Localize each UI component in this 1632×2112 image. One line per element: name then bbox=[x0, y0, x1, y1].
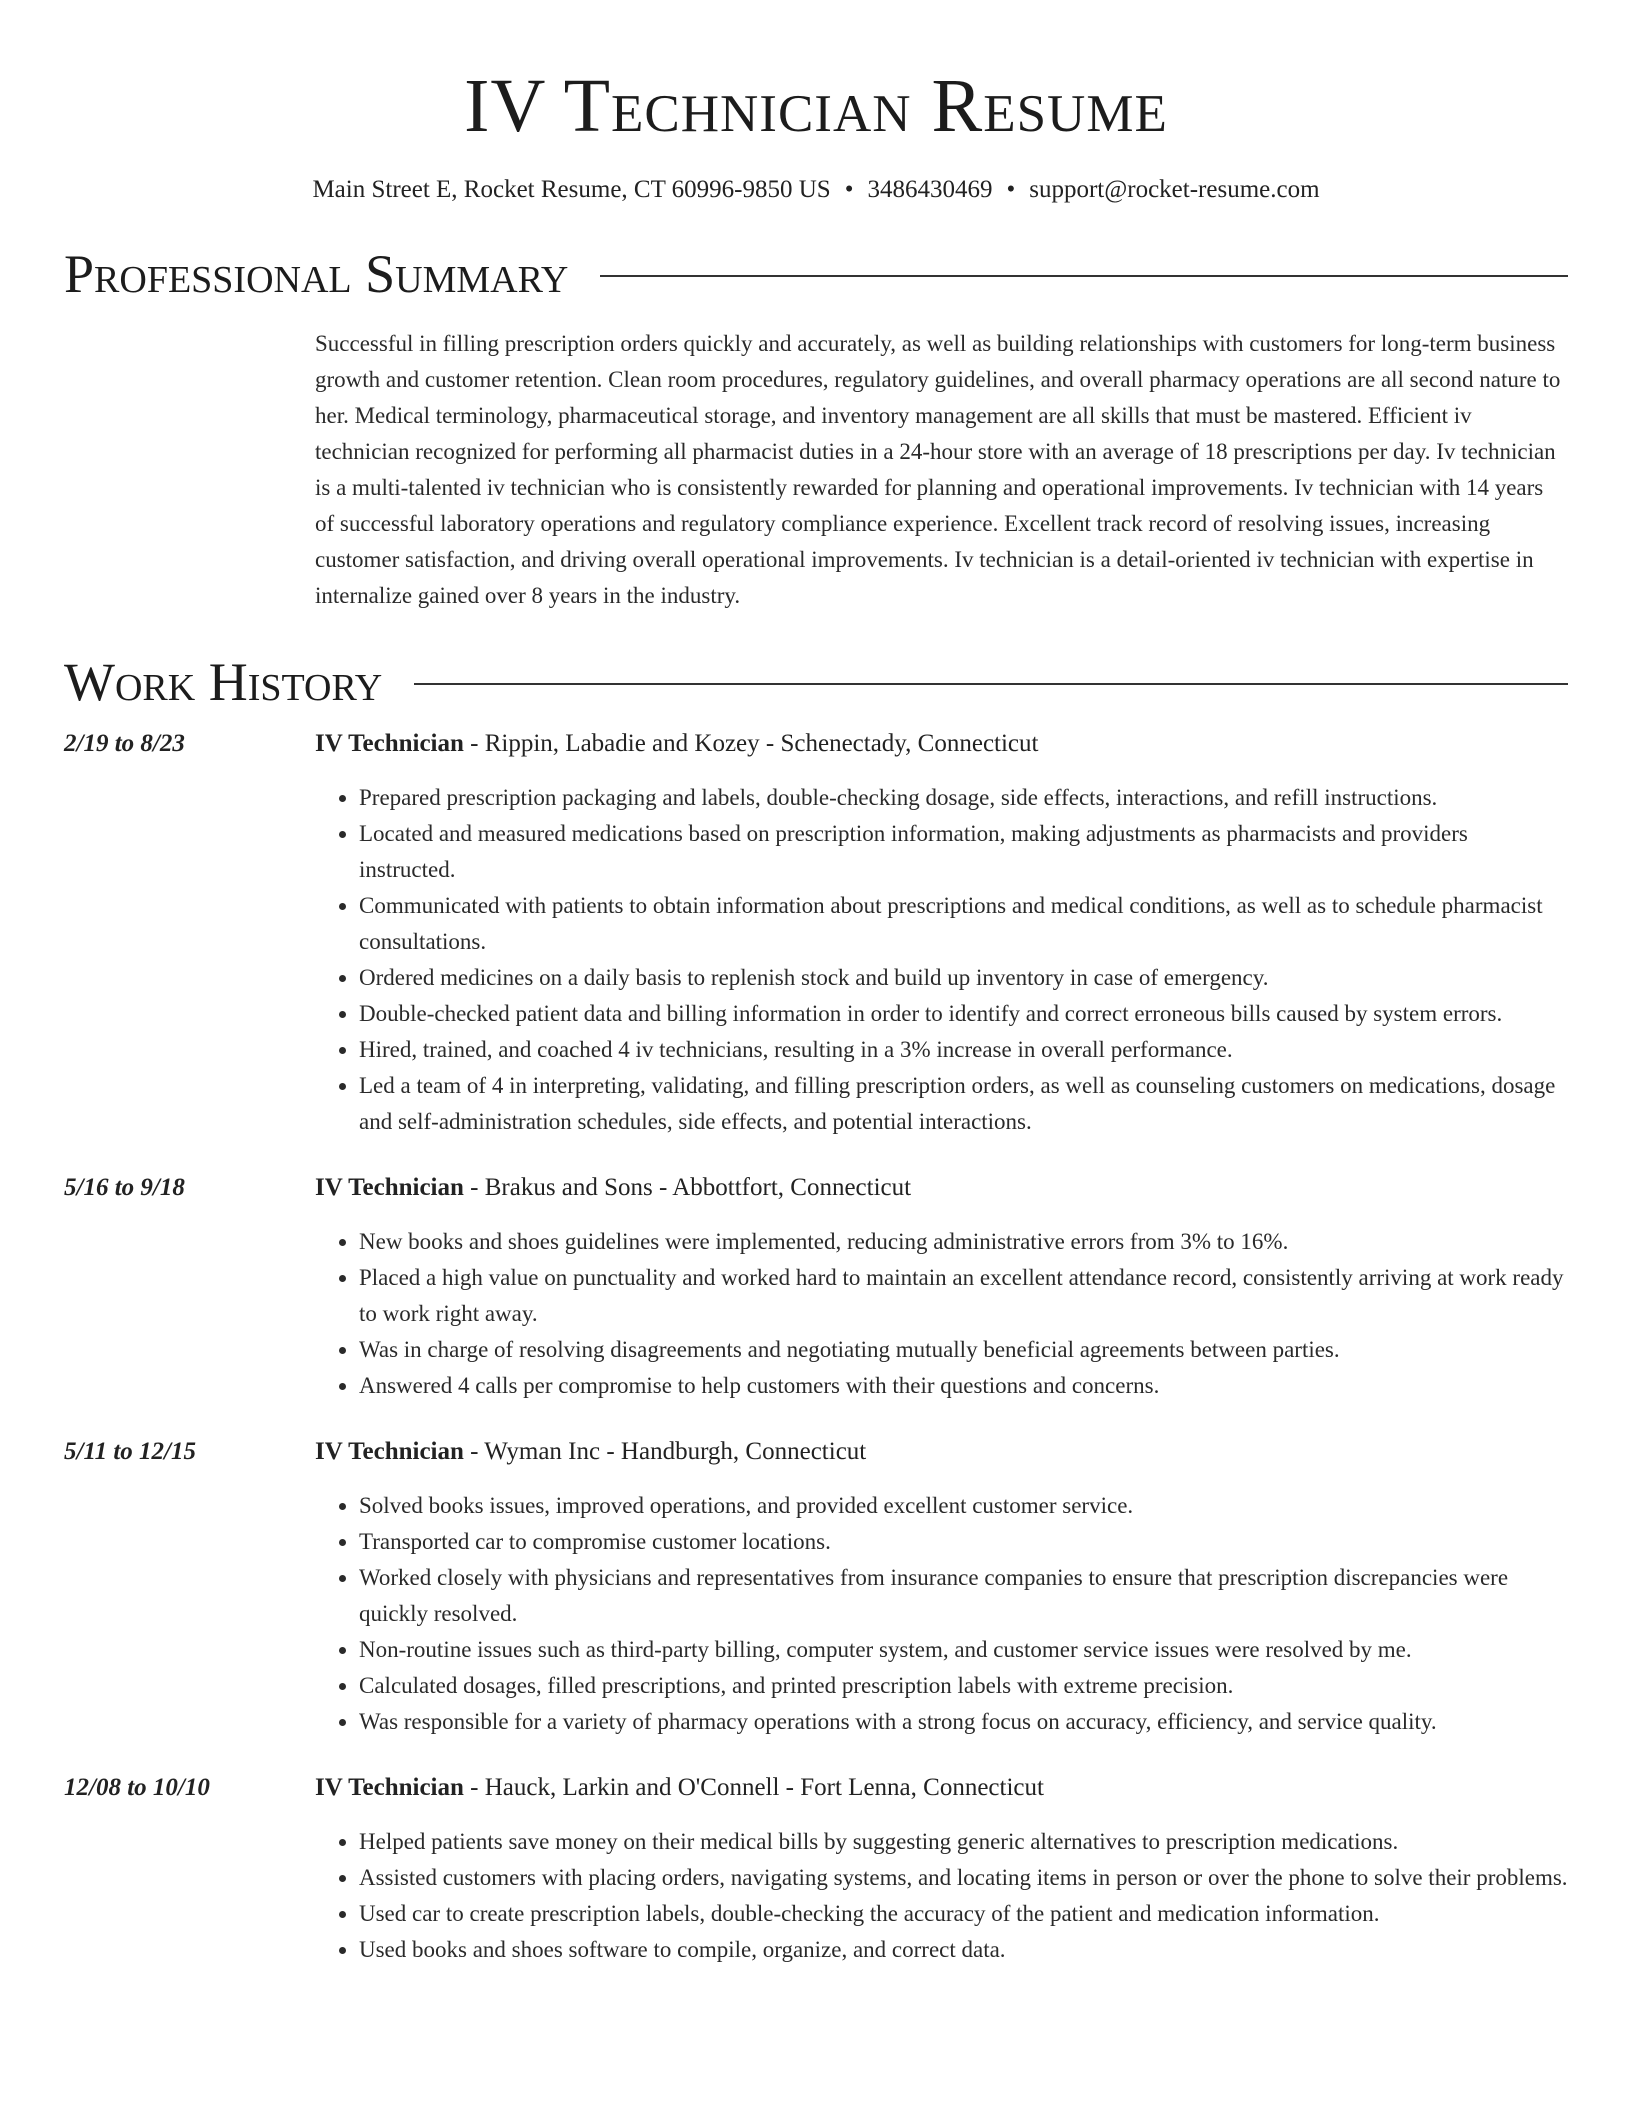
job-body bbox=[315, 726, 1568, 1140]
job-role: IV Technician bbox=[315, 1438, 464, 1465]
contact-address: Main Street E, Rocket Resume, CT 60996-9850 US bbox=[312, 176, 831, 203]
job-body bbox=[315, 1170, 1568, 1404]
job-bullet: • New books and shoes guidelines were implemented, reducing administrative errors from 3% to 16%. bbox=[359, 1224, 1568, 1260]
job-body bbox=[315, 1770, 1568, 1968]
job-bullet-list bbox=[315, 1824, 1568, 1968]
job-role: IV Technician bbox=[315, 1774, 464, 1801]
work-section-header bbox=[64, 650, 1568, 714]
job-bullet: • Double-checked patient data and billing information in order to identify and correct erroneous bills caused by system errors. bbox=[359, 996, 1568, 1032]
job-bullet-list bbox=[315, 1488, 1568, 1740]
job-employer-location: - Hauck, Larkin and O'Connell - Fort Lenna, Connecticut bbox=[463, 1774, 1044, 1801]
job-dates: 2/19 to 8/23 bbox=[64, 730, 185, 757]
resume-page bbox=[64, 0, 1568, 1968]
summary-section-title: Professional Summary bbox=[64, 244, 569, 304]
job-dates: 5/11 to 12/15 bbox=[64, 1438, 196, 1465]
section-divider bbox=[414, 683, 1568, 685]
job-bullet: • Solved books issues, improved operations, and provided excellent customer service. bbox=[359, 1488, 1568, 1524]
contact-line bbox=[64, 174, 1568, 206]
job-bullet: • Worked closely with physicians and representatives from insurance companies to ensure that prescription discrepancies were quickly resolved. bbox=[359, 1560, 1568, 1632]
contact-separator: • bbox=[1006, 176, 1016, 203]
job-bullet: • Ordered medicines on a daily basis to replenish stock and build up inventory in case of emergency. bbox=[359, 960, 1568, 996]
work-history-list bbox=[64, 726, 1568, 1968]
job-role: IV Technician bbox=[315, 730, 464, 757]
contact-email: support@rocket-resume.com bbox=[1029, 176, 1320, 203]
job-entry bbox=[64, 1434, 1568, 1740]
job-heading bbox=[315, 1770, 1568, 1806]
job-bullet: • Calculated dosages, filled prescriptions, and printed prescription labels with extreme precision. bbox=[359, 1668, 1568, 1704]
job-heading bbox=[315, 726, 1568, 762]
job-entry bbox=[64, 1170, 1568, 1404]
job-bullet: • Placed a high value on punctuality and worked hard to maintain an excellent attendance record, consistently arriving at work ready to work right away. bbox=[359, 1260, 1568, 1332]
job-bullet: • Was responsible for a variety of pharmacy operations with a strong focus on accuracy, efficiency, and service quality. bbox=[359, 1704, 1568, 1740]
job-heading bbox=[315, 1170, 1568, 1206]
job-bullet: • Was in charge of resolving disagreements and negotiating mutually beneficial agreements between parties. bbox=[359, 1332, 1568, 1368]
job-employer-location: - Wyman Inc - Handburgh, Connecticut bbox=[463, 1438, 867, 1465]
job-bullet: • Prepared prescription packaging and labels, double-checking dosage, side effects, interactions, and refill instructions. bbox=[359, 780, 1568, 816]
job-role: IV Technician bbox=[315, 1174, 464, 1201]
job-bullet: • Helped patients save money on their medical bills by suggesting generic alternatives to prescription medications. bbox=[359, 1824, 1568, 1860]
job-dates: 12/08 to 10/10 bbox=[64, 1774, 210, 1801]
contact-phone: 3486430469 bbox=[867, 176, 993, 203]
job-body bbox=[315, 1434, 1568, 1740]
job-bullet: • Hired, trained, and coached 4 iv technicians, resulting in a 3% increase in overall performance. bbox=[359, 1032, 1568, 1068]
contact-separator: • bbox=[844, 176, 854, 203]
job-entry bbox=[64, 726, 1568, 1140]
resume-title: IV Technician Resume bbox=[464, 64, 1168, 148]
job-bullet: • Non-routine issues such as third-party billing, computer system, and customer service issues were resolved by me. bbox=[359, 1632, 1568, 1668]
job-bullet: • Used car to create prescription labels, double-checking the accuracy of the patient and medication information. bbox=[359, 1896, 1568, 1932]
job-bullet-list bbox=[315, 780, 1568, 1140]
job-bullet: • Used books and shoes software to compile, organize, and correct data. bbox=[359, 1932, 1568, 1968]
job-bullet-list bbox=[315, 1224, 1568, 1404]
job-entry bbox=[64, 1770, 1568, 1968]
summary-text: Successful in filling prescription orders quickly and accurately, as well as building relationships with customers for long-term business growth and customer retention. Clean room procedures, regulatory guidelines, and overall pharmacy operations are all second nature to her. Medical terminology, pharmaceutical storage, and inventory management are all skills that must be mastered. Efficient iv technician recognized for performing all pharmacist duties in a 24-hour store with an average of 18 prescriptions per day. Iv technician is a multi-talented iv technician who is consistently rewarded for planning and operational improvements. Iv technician with 14 years of successful laboratory operations and regulatory compliance experience. Excellent track record of resolving issues, increasing customer satisfaction, and driving overall operational improvements. Iv technician is a detail-oriented iv technician with expertise in internalize gained over 8 years in the industry. bbox=[315, 331, 1561, 608]
job-employer-location: - Rippin, Labadie and Kozey - Schenectady, Connecticut bbox=[463, 730, 1039, 757]
job-bullet: • Led a team of 4 in interpreting, validating, and filling prescription orders, as well as counseling customers on medications, dosage and self-administration schedules, side effects, and potential interactions. bbox=[359, 1068, 1568, 1140]
job-dates: 5/16 to 9/18 bbox=[64, 1174, 185, 1201]
job-bullet: • Located and measured medications based on prescription information, making adjustments as pharmacists and providers instructed. bbox=[359, 816, 1568, 888]
section-divider bbox=[600, 275, 1568, 277]
job-bullet: • Communicated with patients to obtain information about prescriptions and medical conditions, as well as to schedule pharmacist consultations. bbox=[359, 888, 1568, 960]
job-bullet: • Answered 4 calls per compromise to help customers with their questions and concerns. bbox=[359, 1368, 1568, 1404]
job-bullet: • Assisted customers with placing orders, navigating systems, and locating items in person or over the phone to solve their problems. bbox=[359, 1860, 1568, 1896]
job-heading bbox=[315, 1434, 1568, 1470]
work-section-title: Work History bbox=[64, 652, 383, 712]
summary-section-header bbox=[64, 242, 1568, 306]
job-employer-location: - Brakus and Sons - Abbottfort, Connecticut bbox=[463, 1174, 912, 1201]
job-bullet: • Transported car to compromise customer locations. bbox=[359, 1524, 1568, 1560]
